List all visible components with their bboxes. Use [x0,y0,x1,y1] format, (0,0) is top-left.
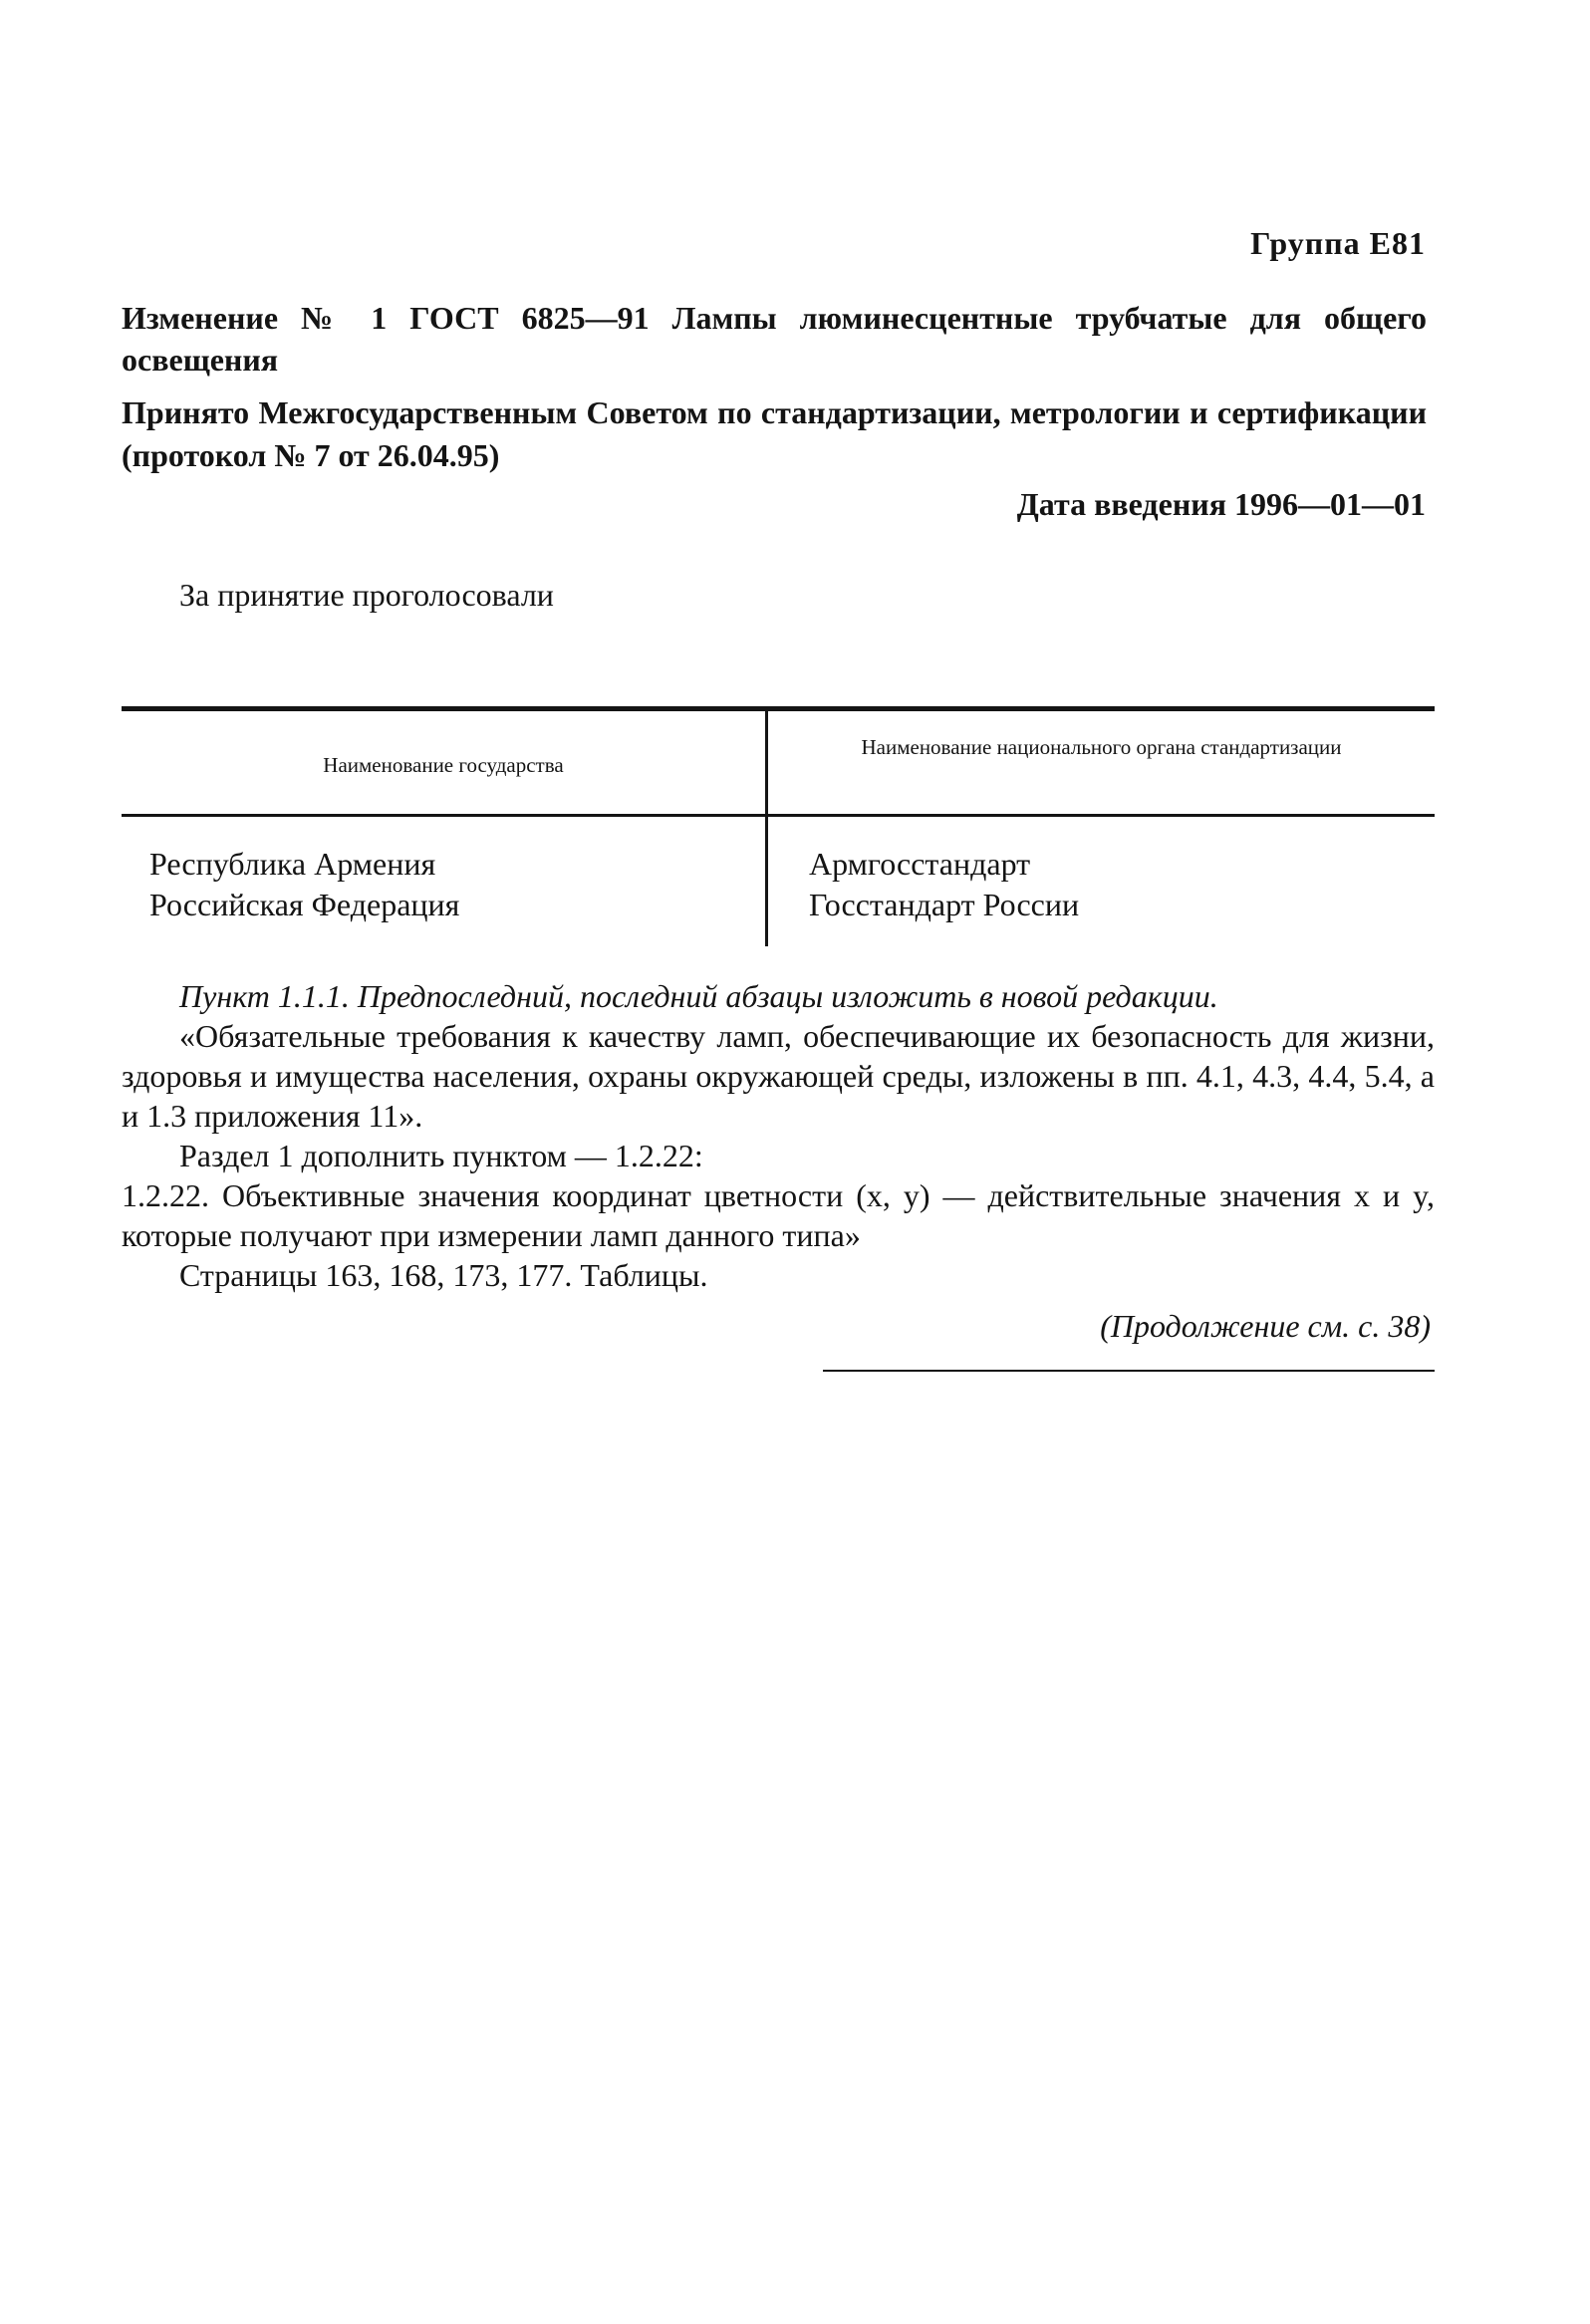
introduction-date: Дата введения 1996—01—01 [1016,486,1426,522]
table-cell: Армгосстандарт [809,846,1031,882]
amendment-body [122,976,1435,1295]
group-code: Группа Е81 [1250,225,1426,261]
paragraph: Раздел 1 дополнить пунктом — 1.2.22: [179,1138,703,1173]
amendment-title: Изменение № 1 ГОСТ 6825—91 Лампы люминесцентные трубчатые для общего освещения [122,300,1427,378]
adopted-by: Принято Межгосударственным Советом по стандартизации, метрологии и сертификации (протокол № 7 от 26.04.95) [122,394,1427,473]
paragraph: Страницы 163, 168, 173, 177. Таблицы. [179,1257,708,1293]
table-cell: Республика Армения [149,846,436,882]
footer-rule [823,1370,1435,1372]
table-cell: Российская Федерация [149,887,460,922]
table-header-rule [122,814,1435,817]
table-column-states [149,844,459,925]
continued-note: (Продолжение см. с. 38) [1100,1308,1431,1344]
table-top-rule [122,706,1435,711]
table-column-bodies [809,844,1079,925]
table-header-standards-body: Наименование национального органа стандартизации [861,735,1342,759]
paragraph: «Обязательные требования к качеству ламп, обеспечивающие их безопасность для жизни, здоровья и имущества населения, охраны окружающей среды, изложены в пп. 4.1, 4.3, 4.4, 5.4, а и 1.3 приложения 11». [122,1018,1435,1134]
table-header-state: Наименование государства [323,753,564,777]
table-cell: Госстандарт России [809,887,1080,922]
paragraph: Пункт 1.1.1. Предпоследний, последний абзацы изложить в новой редакции. [179,978,1218,1014]
paragraph: 1.2.22. Объективные значения координат цветности (x, y) — действительные значения x и y, которые получают при измерении ламп данного типа» [122,1177,1435,1253]
voted-for-label: За принятие проголосовали [179,577,554,613]
